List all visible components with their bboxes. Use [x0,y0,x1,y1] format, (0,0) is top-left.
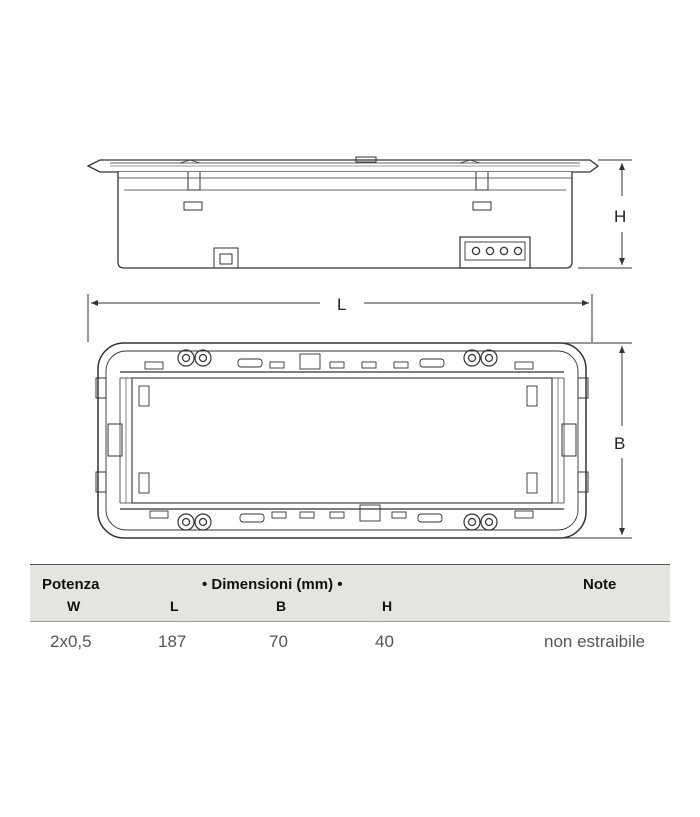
power-unit-header: W [67,598,81,614]
dimensions-header: • Dimensioni (mm) • [202,576,343,593]
power-value: 2x0,5 [50,632,92,651]
top-view [96,343,588,538]
length-column-header: L [170,598,179,614]
note-value: non estraibile [544,632,646,651]
depth-label: B [614,434,626,453]
height-value: 40 [375,632,394,651]
depth-column-header: B [276,598,287,614]
depth-value: 70 [269,632,288,651]
note-header: Note [583,576,617,593]
specs-table [30,564,670,656]
power-header: Potenza [42,576,100,593]
length-value: 187 [158,632,187,651]
height-label: H [614,207,627,226]
specs-table-header [30,564,670,622]
side-view [88,157,598,268]
height-column-header: H [382,598,393,614]
length-label: L [337,295,347,314]
